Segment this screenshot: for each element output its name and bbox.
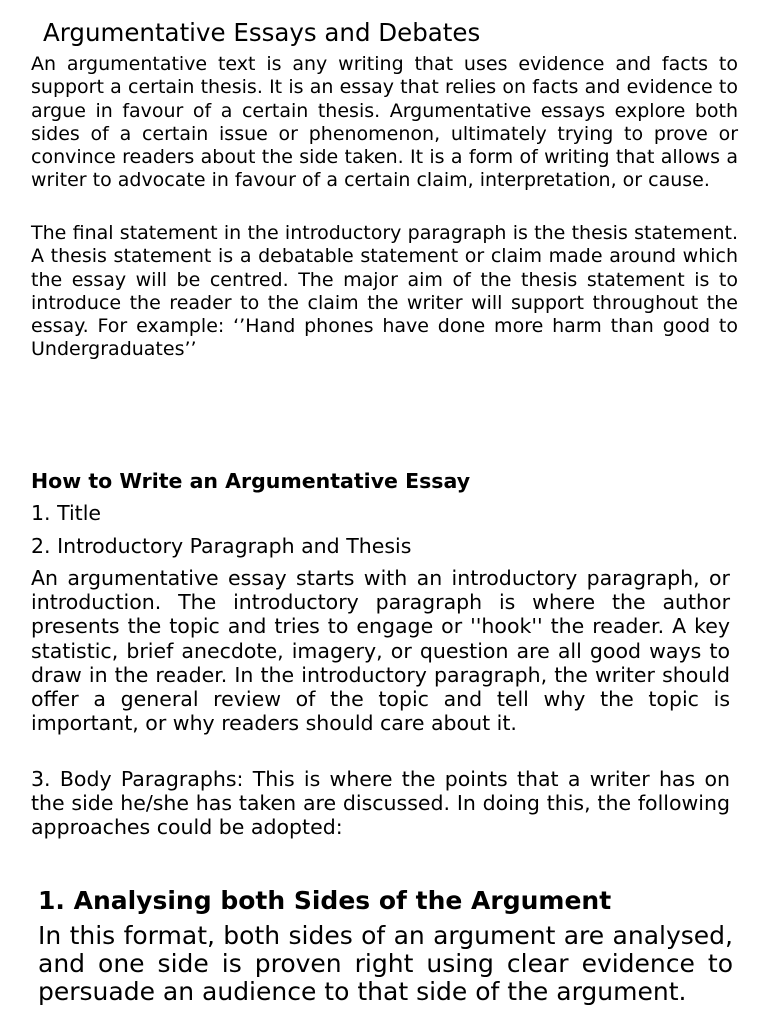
- approach-description: In this format, both sides of an argument are analysed, and one side is proven right using clear evidence to persuade an audience to that side of the argument.: [38, 921, 733, 1006]
- how-to-heading: How to Write an Argumentative Essay: [31, 469, 471, 493]
- step-introductory-paragraph: 2. Introductory Paragraph and Thesis: [31, 534, 412, 558]
- step-title: 1. Title: [31, 501, 102, 525]
- approach-heading: 1. Analysing both Sides of the Argument: [38, 886, 612, 915]
- body-paragraphs-description: 3. Body Paragraphs: This is where the points that a writer has on the side he/she has taken are discussed. In doing this, the following approaches could be adopted:: [31, 767, 730, 840]
- introductory-paragraph-description: An argumentative essay starts with an introductory paragraph, or introduction. The introductory paragraph is where the author presents the topic and tries to engage or ''hook'' the reader. A key statistic, brief anecdote, imagery, or question are all good ways to draw in the reader. In the introductory paragraph, the writer should offer a general review of the topic and tell why the topic is important, or why readers should care about it.: [31, 566, 730, 736]
- intro-paragraph: An argumentative text is any writing that uses evidence and facts to support a certain thesis. It is an essay that relies on facts and evidence to argue in favour of a certain thesis. Argumentative essays explore both sides of a certain issue or phenomenon, ultimately trying to prove or convince readers about the side taken. It is a form of writing that allows a writer to advocate in favour of a certain claim, interpretation, or cause.: [31, 53, 738, 192]
- page-title: Argumentative Essays and Debates: [43, 18, 481, 47]
- thesis-paragraph: The final statement in the introductory paragraph is the thesis statement. A thesis statement is a debatable statement or claim made around which the essay will be centred. The major aim of the thesis statement is to introduce the reader to the claim the writer will support throughout the essay. For example: ‘’Hand phones have done more harm than good to Undergraduates’’: [31, 222, 738, 361]
